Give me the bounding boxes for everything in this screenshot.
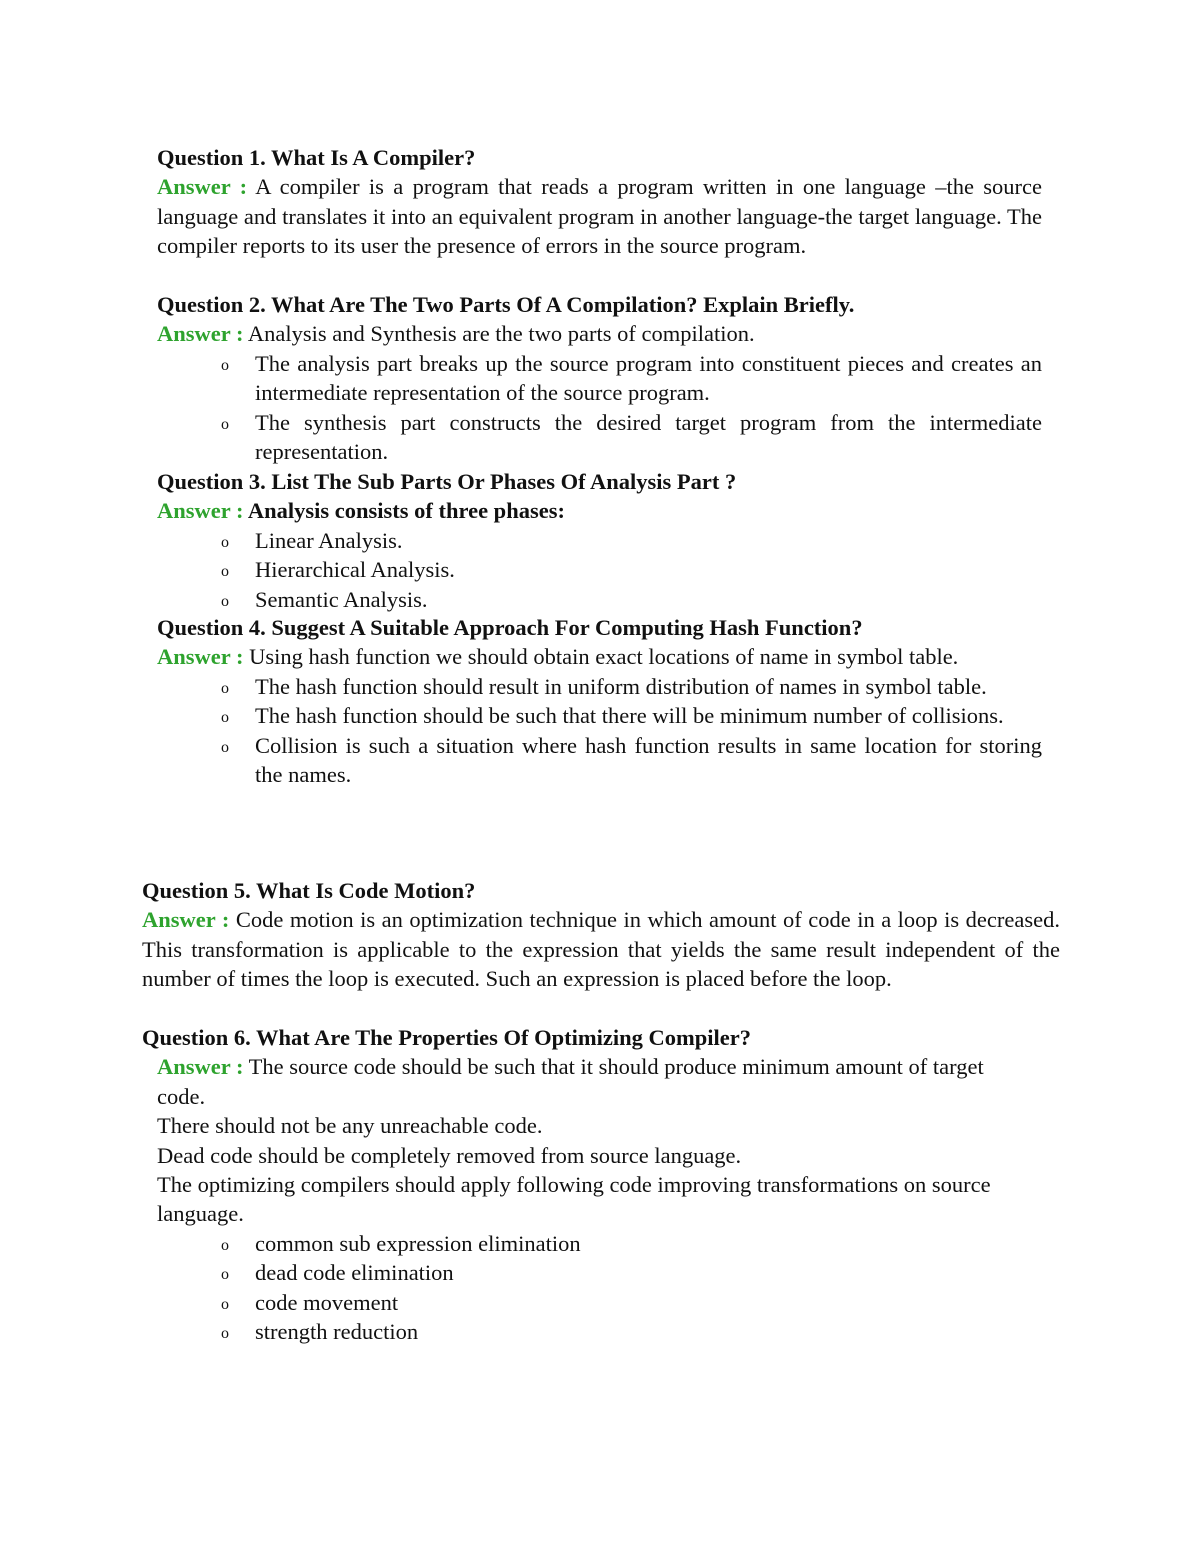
answer-line: Dead code should be completely removed from source language. <box>157 1142 742 1168</box>
list-item <box>157 555 1042 584</box>
list-item-text: Linear Analysis. <box>255 527 403 553</box>
bullet-marker: o <box>221 356 229 374</box>
list-item-text: The synthesis part constructs the desired target program from the intermediate representation. <box>255 409 1042 465</box>
list-item-text: strength reduction <box>255 1319 419 1345</box>
qa-block-3 <box>157 467 1042 614</box>
answer-label: Answer : <box>157 1054 244 1080</box>
bullet-marker: o <box>221 592 229 610</box>
answer-line: There should not be any unreachable code. <box>157 1113 543 1139</box>
list-item <box>157 1317 1032 1346</box>
answer-line: The optimizing compilers should apply following code improving transformations on source language. <box>157 1172 991 1227</box>
list-item-text: Semantic Analysis. <box>255 586 428 612</box>
question-heading: Question 6. What Are The Properties Of Optimizing Compiler? <box>142 1025 751 1050</box>
list-item <box>157 701 1042 730</box>
qa-block-4 <box>157 613 1042 789</box>
question-heading: Question 2. What Are The Two Parts Of A Compilation? Explain Briefly. <box>157 292 855 317</box>
bullet-marker: o <box>221 1266 229 1284</box>
bullet-marker: o <box>221 1295 229 1313</box>
list-item-text: dead code elimination <box>255 1260 454 1286</box>
bullet-marker: o <box>221 563 229 581</box>
question-heading: Question 3. List The Sub Parts Or Phases Of Analysis Part ? <box>157 469 737 494</box>
question-heading: Question 4. Suggest A Suitable Approach For Computing Hash Function? <box>157 615 863 640</box>
bullet-marker: o <box>221 1325 229 1343</box>
list-item <box>157 349 1042 408</box>
list-item <box>157 731 1042 790</box>
bullet-list <box>157 672 1042 790</box>
bullet-list <box>157 1229 1032 1347</box>
list-item <box>157 526 1042 555</box>
list-item-text: Hierarchical Analysis. <box>255 557 455 583</box>
answer-paragraph <box>157 642 1042 671</box>
list-item <box>157 1229 1032 1258</box>
bullet-marker: o <box>221 1236 229 1254</box>
answer-paragraph <box>157 319 1042 348</box>
bullet-marker: o <box>221 679 229 697</box>
answer-label: Answer : <box>157 321 244 347</box>
list-item <box>157 1288 1032 1317</box>
list-item <box>157 672 1042 701</box>
answer-text: Code motion is an optimization technique in which amount of code in a loop is decreased. This transformation is applicable to the expression that yields the same result independent of the number of times the loop is executed. Such an expression is placed before the loop. <box>142 907 1060 992</box>
bullet-marker: o <box>221 709 229 727</box>
bullet-marker: o <box>221 415 229 433</box>
answer-text: A compiler is a program that reads a program written in one language –the source language and translates it into an equivalent program in another language-the target language. The compiler reports to its user the presence of errors in the source program. <box>157 174 1043 259</box>
list-item <box>157 408 1042 467</box>
list-item-text: Collision is such a situation where hash function results in same location for storing the names. <box>255 732 1042 788</box>
bullet-marker: o <box>221 738 229 756</box>
qa-block-1 <box>157 143 1042 261</box>
answer-text: Using hash function we should obtain exact locations of name in symbol table. <box>243 644 959 670</box>
question-heading: Question 5. What Is Code Motion? <box>142 878 476 903</box>
answer-label: Answer : <box>157 498 244 524</box>
answer-text: Analysis consists of three phases: <box>243 498 565 524</box>
answer-text: The source code should be such that it should produce minimum amount of target code. <box>157 1054 984 1109</box>
qa-block-2 <box>157 290 1042 466</box>
answer-text: Analysis and Synthesis are the two parts of compilation. <box>243 321 755 347</box>
list-item-text: code movement <box>255 1289 399 1315</box>
bullet-marker: o <box>221 533 229 551</box>
answer-body <box>142 1052 1032 1346</box>
bullet-list <box>157 349 1042 467</box>
answer-paragraph <box>157 1052 1032 1111</box>
list-item-text: The hash function should be such that there will be minimum number of collisions. <box>255 703 1004 729</box>
qa-block-5 <box>142 876 1060 994</box>
answer-paragraph <box>157 496 1042 525</box>
answer-label: Answer : <box>142 907 230 933</box>
list-item-text: common sub expression elimination <box>255 1230 581 1256</box>
bullet-list <box>157 526 1042 614</box>
answer-label: Answer : <box>157 174 248 200</box>
qa-block-6 <box>142 1023 1060 1346</box>
answer-paragraph <box>157 172 1042 260</box>
question-heading: Question 1. What Is A Compiler? <box>157 145 476 170</box>
list-item <box>157 585 1042 614</box>
answer-label: Answer : <box>157 644 244 670</box>
list-item <box>157 1258 1032 1287</box>
list-item-text: The analysis part breaks up the source program into constituent pieces and creates an intermediate representation of the source program. <box>255 350 1042 406</box>
answer-paragraph <box>142 905 1060 993</box>
list-item-text: The hash function should result in uniform distribution of names in symbol table. <box>255 673 987 699</box>
